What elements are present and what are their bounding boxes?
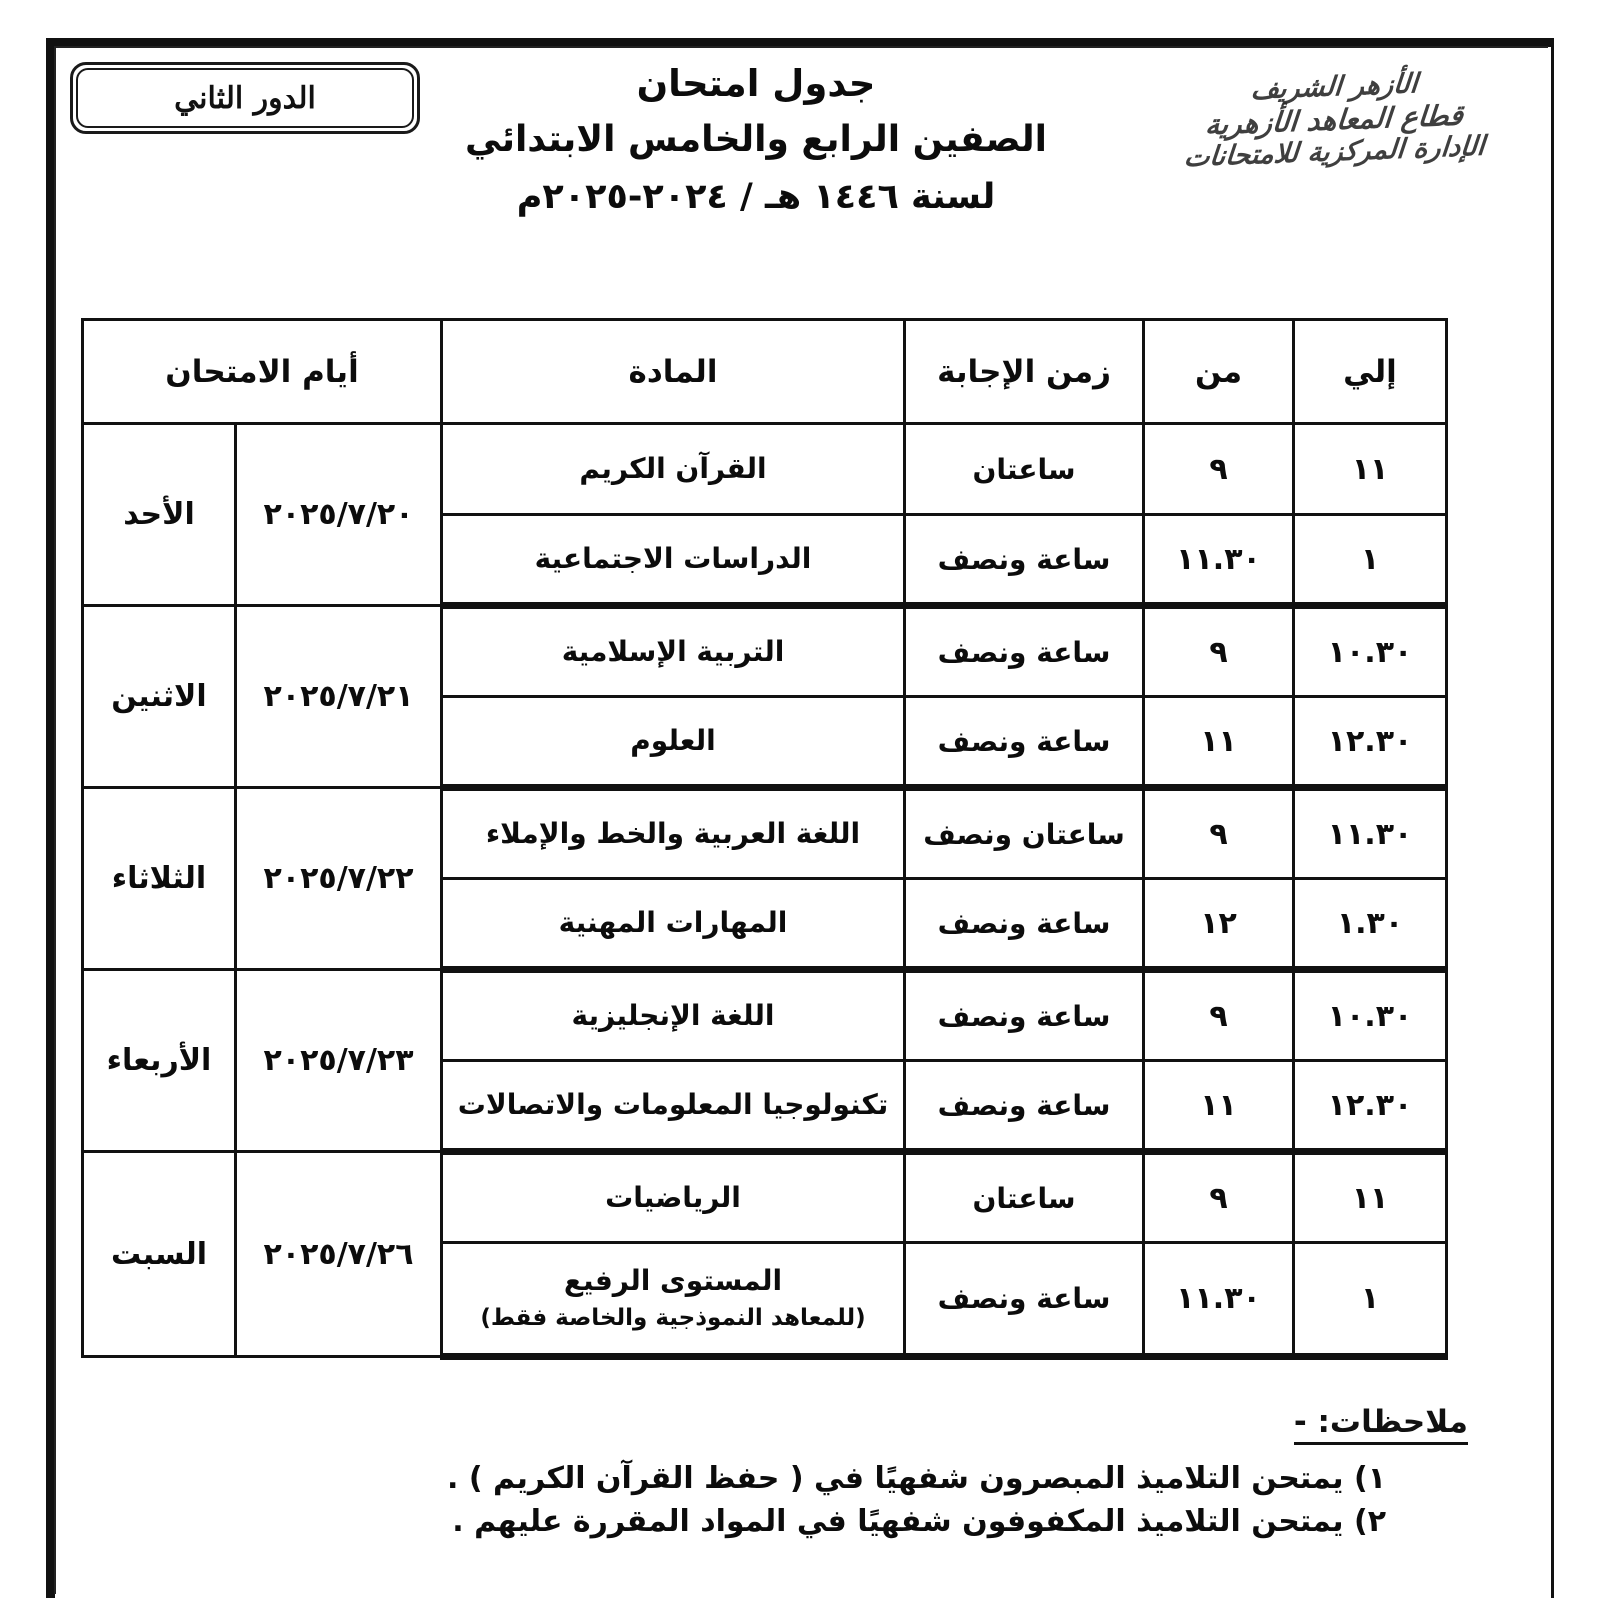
cell-date: ٢٠٢٥/٧/٢١ (236, 606, 442, 788)
page-title (386, 58, 1126, 226)
note-item: ١) يمتحن التلاميذ المبصرون شفهيًا في ( حفظ القرآن الكريم ) . (447, 1461, 1386, 1496)
cell-date: ٢٠٢٥/٧/٢٠ (236, 424, 442, 606)
cell-date: ٢٠٢٥/٧/٢٦ (236, 1152, 442, 1357)
column-header-exam-days: أيام الامتحان (82, 320, 441, 424)
table-header (82, 320, 1446, 424)
cell-duration: ساعة ونصف (905, 1243, 1144, 1357)
subject-name: القرآن الكريم (579, 452, 767, 486)
subject-name: المستوى الرفيع (563, 1264, 783, 1298)
document-header (56, 48, 1548, 310)
cell-to: ١٠.٣٠ (1294, 970, 1447, 1061)
cell-date: ٢٠٢٥/٧/٢٣ (236, 970, 442, 1152)
cell-from: ٩ (1144, 1152, 1294, 1243)
cell-day: الأحد (82, 424, 235, 606)
org-header-line-2: قطاع المعاهد الأزهرية (1204, 98, 1465, 142)
cell-day: الأربعاء (82, 970, 235, 1152)
cell-day: الثلاثاء (82, 788, 235, 970)
cell-from: ١١ (1144, 697, 1294, 788)
table-row (82, 970, 1446, 1061)
note-item-clipped (84, 1543, 1472, 1561)
cell-from: ٩ (1144, 606, 1294, 697)
cell-from: ١٢ (1144, 879, 1294, 970)
cell-subject (442, 697, 905, 788)
cell-to: ١١ (1294, 424, 1447, 515)
cell-to: ١٠.٣٠ (1294, 606, 1447, 697)
column-header-to: إلي (1294, 320, 1447, 424)
cell-day: السبت (82, 1152, 235, 1357)
subject-name: اللغة العربية والخط والإملاء (485, 817, 861, 851)
cell-from: ٩ (1144, 970, 1294, 1061)
exam-round-badge (70, 62, 420, 134)
cell-from: ١١.٣٠ (1144, 515, 1294, 606)
cell-duration: ساعة ونصف (905, 606, 1144, 697)
cell-to: ١١ (1294, 1152, 1447, 1243)
table-row (82, 1152, 1446, 1243)
title-line-1: جدول امتحان (636, 62, 876, 105)
exam-schedule-table (81, 318, 1448, 1360)
cell-subject (442, 1152, 905, 1243)
cell-subject (442, 1243, 905, 1357)
cell-to: ١.٣٠ (1294, 879, 1447, 970)
org-header-line-3: الإدارة المركزية للامتحانات (1182, 130, 1486, 174)
cell-from: ١١ (1144, 1061, 1294, 1152)
subject-name: الرياضيات (605, 1181, 741, 1215)
cell-duration: ساعة ونصف (905, 515, 1144, 606)
cell-duration: ساعة ونصف (905, 1061, 1144, 1152)
cell-subject (442, 879, 905, 970)
title-line-2: الصفين الرابع والخامس الابتدائي (465, 118, 1047, 160)
cell-to: ١٢.٣٠ (1294, 697, 1447, 788)
cell-to: ١٢.٣٠ (1294, 1061, 1447, 1152)
table-header-row (82, 320, 1446, 424)
subject-note: (للمعاهد النموذجية والخاصة فقط) (480, 1305, 866, 1332)
cell-to: ١ (1294, 515, 1447, 606)
cell-subject (442, 970, 905, 1061)
cell-to: ١ (1294, 1243, 1447, 1357)
cell-duration: ساعة ونصف (905, 970, 1144, 1061)
organization-header (1140, 64, 1530, 174)
table-body (82, 424, 1446, 1357)
subject-name: المهارات المهنية (558, 906, 788, 940)
org-header-line-1: الأزهر الشريف (1249, 68, 1419, 106)
cell-from: ١١.٣٠ (1144, 1243, 1294, 1357)
subject-name: التربية الإسلامية (561, 635, 785, 669)
exam-round-label: الدور الثاني (174, 80, 316, 116)
cell-duration: ساعة ونصف (905, 879, 1144, 970)
cell-duration: ساعة ونصف (905, 697, 1144, 788)
cell-duration: ساعتان (905, 424, 1144, 515)
subject-name: تكنولوجيا المعلومات والاتصالات (457, 1088, 889, 1122)
cell-to: ١١.٣٠ (1294, 788, 1447, 879)
subject-name: اللغة الإنجليزية (571, 999, 775, 1033)
cell-subject (442, 606, 905, 697)
column-header-duration: زمن الإجابة (905, 320, 1144, 424)
notes-section (84, 1404, 1472, 1561)
exam-schedule-table-wrapper (84, 318, 1448, 1360)
cell-duration: ساعتان (905, 1152, 1144, 1243)
note-item: ٢) يمتحن التلاميذ المكفوفون شفهيًا في المواد المقررة عليهم . (452, 1504, 1386, 1540)
table-row (82, 606, 1446, 697)
cell-subject (442, 788, 905, 879)
notes-title: ملاحظات: - (1294, 1404, 1468, 1445)
column-header-subject: المادة (442, 320, 905, 424)
cell-day: الاثنين (82, 606, 235, 788)
cell-from: ٩ (1144, 788, 1294, 879)
cell-subject (442, 424, 905, 515)
cell-subject (442, 515, 905, 606)
table-row (82, 788, 1446, 879)
exam-round-badge-inner (76, 68, 414, 128)
column-header-from: من (1144, 320, 1294, 424)
title-line-3: لسنة ١٤٤٦ هـ / ٢٠٢٤-٢٠٢٥م (516, 176, 996, 217)
cell-duration: ساعتان ونصف (905, 788, 1144, 879)
cell-from: ٩ (1144, 424, 1294, 515)
subject-name: العلوم (630, 724, 716, 758)
table-row (82, 424, 1446, 515)
subject-name: الدراسات الاجتماعية (534, 542, 812, 576)
cell-date: ٢٠٢٥/٧/٢٢ (236, 788, 442, 970)
cell-subject (442, 1061, 905, 1152)
